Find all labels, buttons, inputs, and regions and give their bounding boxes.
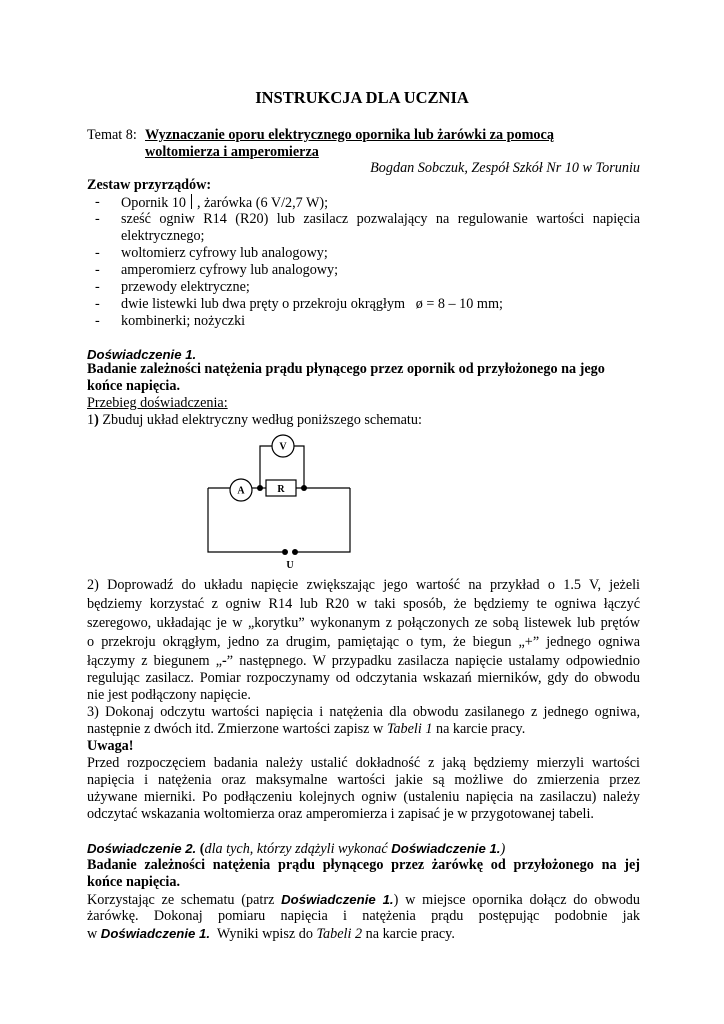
exp2-subtitle-line1: Badanie zależności natężenia prądu płynącego przez żarówkę od przyłożonego na jej <box>87 857 640 873</box>
ohm-symbol-box <box>191 194 192 209</box>
exp1-step2-line5 <box>87 653 640 670</box>
source-terminal-left <box>282 549 288 555</box>
note-line4: odczytać wskazania woltomierza oraz amperomierza i zapisać je w przygotowanej tabeli. <box>87 806 594 822</box>
exp2-text-end: na karcie pracy. <box>362 926 455 942</box>
equipment-item-voltmeter: woltomierz cyfrowy lub analogowy; <box>121 245 328 261</box>
exp2-text-w: w <box>87 926 101 942</box>
resistor-text: Opornik 10 <box>121 195 187 211</box>
exp2-body-line3 <box>87 925 455 943</box>
list-bullet: - <box>95 194 100 210</box>
note-line3: używane mierniki. Po podłączeniu kolejnych ogniw (ustaleniu napięcia na zasilaczu) należy <box>87 789 640 805</box>
exp1-step2-line1: 2) Doprowadź do układu napięcie zwiększając jego wartość na przykład o 1.5 V, jeżeli <box>87 577 640 593</box>
exp1-step2-line7: nie jest podłączony napięcie. <box>87 687 251 703</box>
step1-paren: ) <box>94 412 99 428</box>
exp2-text-results: Wyniki wpisz do <box>210 926 317 942</box>
equipment-heading: Zestaw przyrządów: <box>87 177 212 193</box>
exp1-step2-line4: o przekroju okrągłym, jedno za drugim, pamiętając o tym, że biegun „+” jednego ogniwa <box>87 634 640 650</box>
circuit-diagram <box>200 432 360 572</box>
step2-text-a: łączymy z biegunem „ <box>87 653 223 669</box>
voltmeter-label: V <box>279 441 287 453</box>
step2-text-c: ” następnego. W przypadku zasilacza napięcie ustalamy odpowiednio <box>226 653 640 669</box>
exp2-note: dla tych, którzy zdążyli wykonać <box>204 841 392 857</box>
equipment-item-rods: dwie listewki lub dwa pręty o przekroju okrągłym ø = 8 – 10 mm; <box>121 296 503 312</box>
list-bullet: - <box>95 313 100 329</box>
table1-ref: Tabeli 1 <box>386 721 433 737</box>
exp2-text-c: ) w miejsce opornika dołącz do obwodu <box>393 892 640 908</box>
list-bullet: - <box>95 296 100 312</box>
document-title: INSTRUKCJA DLA UCZNIA <box>255 88 469 107</box>
equipment-item-wires: przewody elektryczne; <box>121 279 250 295</box>
step3-text-a: następnie z dwóch itd. Zmierzone wartości zapisz w <box>87 721 387 737</box>
exp2-note-ref: Doświadczenie 1. <box>391 841 501 856</box>
exp2-body-line1 <box>87 891 640 909</box>
minus-sign: - <box>222 653 227 669</box>
step3-text-c: na karcie pracy. <box>432 721 526 737</box>
source-label: U <box>286 560 294 571</box>
resistor-label: R <box>277 484 285 495</box>
equipment-item-cells: sześć ogniw R14 (R20) lub zasilacz pozwalający na regulowanie wartości napięcia <box>121 211 640 227</box>
wire-bottom-right <box>296 488 350 552</box>
topic-title-line1: Wyznaczanie oporu elektrycznego opornika lub żarówki za pomocą <box>145 127 554 143</box>
exp1-procedure-heading: Przebieg doświadczenia: <box>87 395 228 411</box>
topic-title-line2: woltomierza i amperomierza <box>145 144 319 160</box>
ammeter-label: A <box>237 485 245 497</box>
source-terminal-right <box>292 549 298 555</box>
list-bullet: - <box>95 279 100 295</box>
exp1-step3-line1: 3) Dokonaj odczytu wartości napięcia i natężenia dla obwodu zasilanego z jednego ogniwa, <box>87 704 640 720</box>
exp2-text-a: Korzystając ze schematu (patrz <box>87 892 282 908</box>
author-name: Bogdan Sobczuk <box>370 160 465 176</box>
equipment-item-cells-cont: elektrycznego; <box>121 228 205 244</box>
list-bullet: - <box>95 211 100 227</box>
exp1-subtitle-line2: końce napięcia. <box>87 378 181 394</box>
author-school: , Zespół Szkół Nr 10 w Toruniu <box>464 160 640 176</box>
equipment-item-ammeter: amperomierz cyfrowy lub analogowy; <box>121 262 339 278</box>
exp2-subtitle-line2: końce napięcia. <box>87 874 181 890</box>
equipment-item-resistor <box>121 194 328 212</box>
note-line1: Przed rozpoczęciem badania należy ustalić dokładność z jaką będziemy mierzyli wartości <box>87 755 640 771</box>
exp1-step2-line6: regulując zasilacz. Pomiar rozpoczynamy od odczytania wskazań mierników, gdy do obwodu <box>87 670 640 686</box>
exp2-body-line2: żarówkę. Dokonaj pomiaru napięcia i natężenia prądu postępując podobnie jak <box>87 908 640 924</box>
topic-label: Temat 8: <box>87 127 137 143</box>
exp2-note-close: ) <box>500 841 506 857</box>
equipment-item-tools: kombinerki; nożyczki <box>121 313 246 329</box>
note-heading: Uwaga! <box>87 738 134 754</box>
list-bullet: - <box>95 245 100 261</box>
exp1-step3-line2 <box>87 721 525 738</box>
exp1-subtitle-line1: Badanie zależności natężenia prądu płynącego przez opornik od przyłożonego na jego <box>87 361 605 377</box>
exp2-ref-1: Doświadczenie 1. <box>281 892 394 907</box>
junction-dot-right <box>301 485 307 491</box>
exp1-step2-line2: będziemy korzystać z ogniw R14 lub R20 w taki sposób, że będziemy te ogniwa łączyć <box>87 596 640 612</box>
exp2-ref-2: Doświadczenie 1. <box>100 926 210 941</box>
exp2-heading-line <box>87 840 505 858</box>
exp1-step2-line3: szeregowo, układając je w „korytku” wykonanym z połączonych ze sobą listewek lub prętów <box>87 615 640 631</box>
table2-ref: Tabeli 2 <box>316 926 363 942</box>
step1-text: Zbuduj układ elektryczny według poniższego schematu: <box>98 412 422 428</box>
list-bullet: - <box>95 262 100 278</box>
step1-number: 1 <box>87 412 95 428</box>
junction-dot-left <box>257 485 263 491</box>
bulb-text: , żarówka (6 V/2,7 W); <box>197 195 329 211</box>
exp2-heading: Doświadczenie 2. <box>87 841 197 856</box>
exp2-paren-open: ( <box>196 841 205 857</box>
note-line2: napięcia i natężenia oraz maksymalne wartości jakie są możliwe do zmierzenia przez <box>87 772 640 788</box>
exp1-step1 <box>87 412 422 429</box>
author-line <box>370 160 640 177</box>
exp1-heading: Doświadczenie 1. <box>87 347 197 362</box>
